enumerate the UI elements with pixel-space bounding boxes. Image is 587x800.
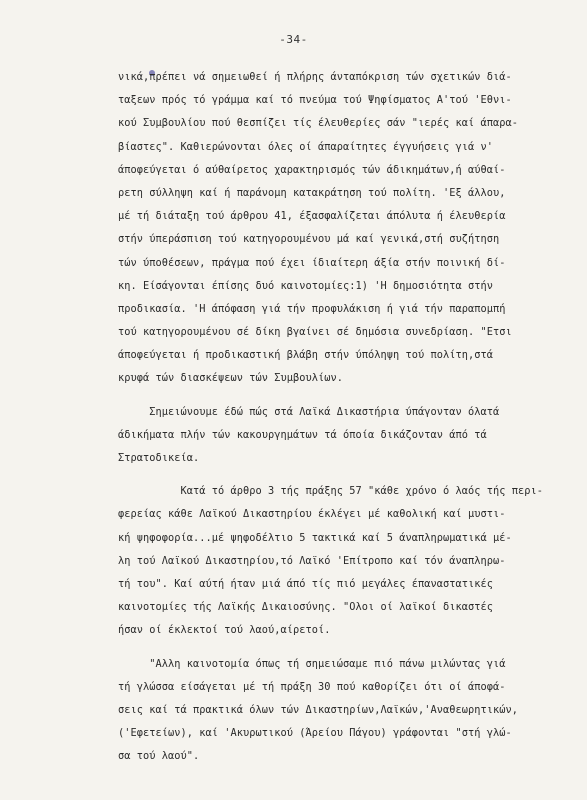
text-line: κρυφά τών διασκέψεων τών Συμβουλίων.	[118, 372, 343, 385]
paragraph-gap	[118, 391, 563, 401]
text-line: ήσαν οί έκλεκτοί τού λαού,αίρετοί.	[118, 624, 331, 637]
text-line: άποφεύγεται ό αύθαίρετος χαρακτηρισμός τών άδικημάτων,ή αύθαί-	[118, 163, 506, 176]
text-line: Σημειώνουμε έδώ πώς στά Λαϊκά Δικαστήρια ύπάγονταν όλατά	[118, 405, 500, 418]
paragraph	[118, 653, 563, 769]
body-text	[118, 66, 563, 768]
text-line: μέ τή διάταξη τού άρθρου 41, έξασφαλίζεται άπόλυτα ή έλευθερία	[118, 210, 506, 223]
text-line: λη τού Λαϊκού Δικαστηρίου,τό Λαϊκό 'Επίτροπο καί τόν άναπληρω-	[118, 554, 506, 567]
paragraph	[118, 401, 563, 471]
text-line: βίαστες". Καθιερώνονται όλες οί άπαραίτητες έγγυήσεις γιά ν'	[118, 140, 493, 153]
page-number: -34-	[279, 33, 308, 46]
paragraph	[118, 480, 563, 642]
text-line: άδικήματα πλήν τών κακουργημάτων τά όποία δικάζονταν άπό τά	[118, 428, 487, 441]
text-line: "Αλλη καινοτομία όπως τή σημειώσαμε πιό πάνω μιλώντας γιά	[118, 657, 506, 670]
text-line: Κατά τό άρθρο 3 τής πράξης 57 "κάθε χρόνο ό λαός τής περι-	[118, 485, 543, 498]
text-line: τών ύποθέσεων, πράγμα πού έχει ίδιαίτερη άξία στήν ποινική δί-	[118, 256, 506, 269]
text-line: ταξεων πρός τό γράμμα καί τό πνεύμα τού Ψηφίσματος Α'τού 'Εθνι-	[118, 94, 512, 107]
paragraph	[118, 66, 563, 391]
text-line: τή γλώσσα είσάγεται μέ τή πράξη 30 πού καθορίζει ότι οί άποφά-	[118, 680, 506, 693]
text-line: κή ψηφοφορία...μέ ψηφοδέλτιο 5 τακτικά καί 5 άναπληρωματικά μέ-	[118, 531, 512, 544]
text-line: τή του". Καί αύτή ήταν μιά άπό τίς πιό μεγάλες έπαναστατικές	[118, 577, 493, 590]
paragraph-gap	[118, 470, 563, 480]
text-line: κού Συμβουλίου πού θεσπίζει τίς έλευθερίες σάν "ιερές καί άπαρα-	[118, 117, 518, 130]
text-line: καινοτομίες τής Λαϊκής Δικαιοσύνης. "Ολοι οί λαϊκοί δικαστές	[118, 601, 493, 614]
text-line: προδικασία. 'Η άπόφαση γιά τήν προφυλάκιση ή γιά τήν παραπομπή	[118, 302, 506, 315]
text-line: κη. Είσάγονται έπίσης δυό καινοτομίες:1) 'Η δημοσιότητα στήν	[118, 279, 493, 292]
text-line: τού κατηγορουμένου σέ δίκη βγαίνει σέ δημόσια συνεδρίαση. "Ετσι	[118, 326, 512, 339]
text-line: ρετη σύλληψη καί ή παράνομη κατακράτηση τού πολίτη. 'Εξ άλλου,	[118, 186, 506, 199]
text-line: στήν ύπεράσπιση τού κατηγορουμένου μά καί γενικά,στή συζήτηση	[118, 233, 500, 246]
text-line: σα τού λαού".	[118, 750, 200, 763]
text-line: ('Εφετείων), καί 'Ακυρωτικού (Άρείου Πάγου) γράφονται "στή γλώ-	[118, 727, 512, 740]
text-line: φερείας κάθε Λαϊκού Δικαστηρίου έκλέγει μέ καθολική καί μυστι-	[118, 508, 506, 521]
text-line: σεις καί τά πρακτικά όλων τών Δικαστηρίων,Λαϊκών,'Αναθεωρητικών,	[118, 703, 518, 716]
paragraph-gap	[118, 643, 563, 653]
text-line: νικά,πρέπει νά σημειωθεί ή πλήρης άνταπόκριση τών σχετικών διά-	[118, 71, 512, 83]
text-line: Στρατοδικεία.	[118, 452, 200, 464]
text-line: άποφεύγεται ή προδικαστική βλάβη στήν ύπόληψη τού πολίτη,στά	[118, 349, 493, 362]
